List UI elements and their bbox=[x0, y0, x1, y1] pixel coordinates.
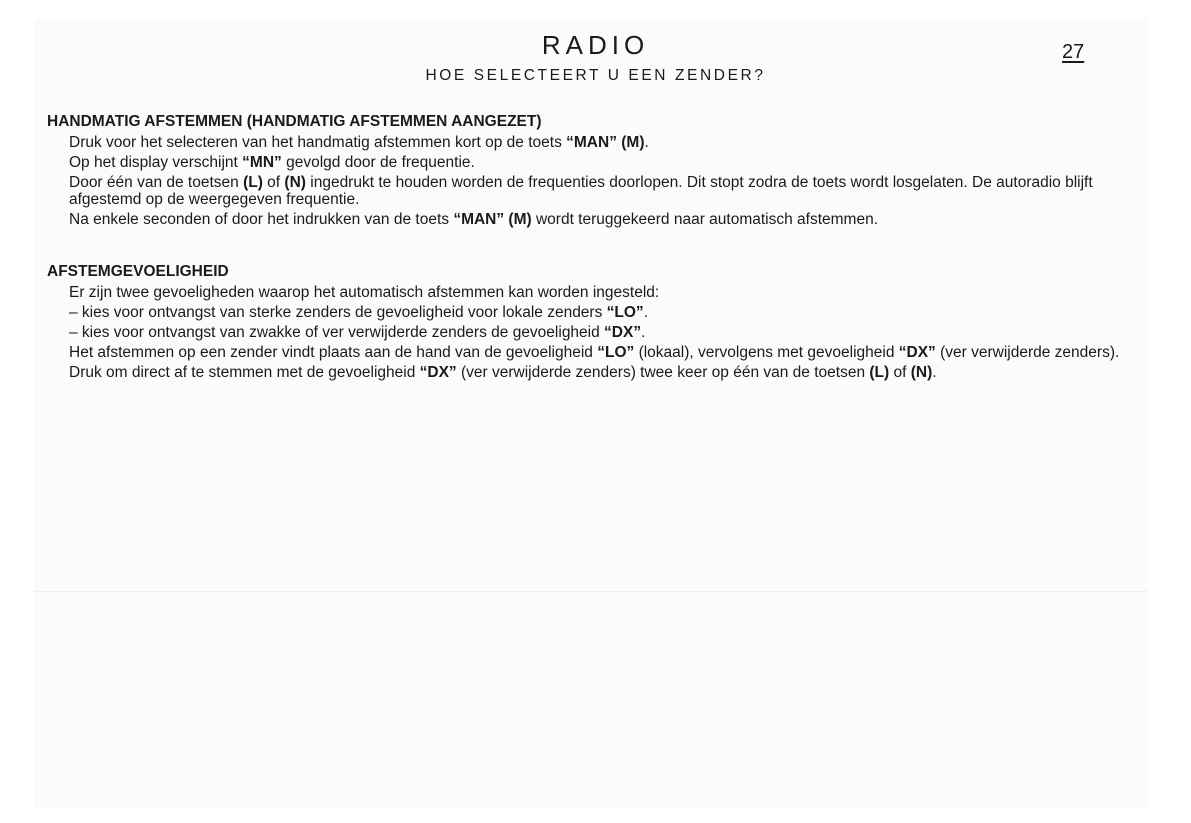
bold-run: “MN” bbox=[242, 154, 282, 171]
bold-run: (N) bbox=[910, 364, 933, 381]
text-run: – kies voor ontvangst van sterke zenders de gevoeligheid voor lokale zenders bbox=[69, 304, 607, 321]
bold-run: “DX” bbox=[419, 364, 457, 381]
text-run: Druk om direct af te stemmen met de gevoeligheid bbox=[69, 364, 420, 381]
paragraph bbox=[69, 134, 1127, 151]
text-run: ingedrukt te houden worden de frequenties doorlopen. Dit stopt zodra de toets wordt losgelaten. De autoradio blijft afgestemd op de weergegeven frequentie. bbox=[69, 174, 1093, 208]
text-run: (ver verwijderde zenders) twee keer op één van de toetsen bbox=[456, 364, 870, 381]
bold-run: “MAN” (M) bbox=[566, 134, 645, 151]
bold-run: “LO” bbox=[597, 344, 635, 361]
paragraph bbox=[69, 344, 1127, 361]
section-heading: HANDMATIG AFSTEMMEN (HANDMATIG AFSTEMMEN AANGEZET) bbox=[47, 113, 542, 130]
text-run: Er zijn twee gevoeligheden waarop het automatisch afstemmen kan worden ingesteld: bbox=[69, 284, 660, 301]
bold-run: “DX” bbox=[898, 344, 936, 361]
bold-run: “DX” bbox=[604, 324, 642, 341]
section-body bbox=[47, 134, 1127, 228]
paragraph bbox=[69, 284, 1127, 301]
text-run: . bbox=[643, 304, 648, 321]
section-heading: AFSTEMGEVOELIGHEID bbox=[47, 263, 229, 280]
paragraph bbox=[69, 174, 1127, 208]
text-run: Het afstemmen op een zender vindt plaats aan de hand van de gevoeligheid bbox=[69, 344, 598, 361]
section-body bbox=[47, 284, 1127, 381]
page-title: RADIO bbox=[541, 30, 650, 60]
text-run: of bbox=[889, 364, 911, 381]
text-run: Op het display verschijnt bbox=[69, 154, 243, 171]
section-sensitivity bbox=[47, 263, 1127, 384]
paragraph bbox=[69, 154, 1127, 171]
text-run: (lokaal), vervolgens met gevoeligheid bbox=[634, 344, 899, 361]
text-run: . bbox=[641, 324, 646, 341]
bold-run: (L) bbox=[869, 364, 890, 381]
page-subtitle: HOE SELECTEERT U EEN ZENDER? bbox=[425, 67, 766, 84]
bold-run: (L) bbox=[243, 174, 263, 191]
paragraph bbox=[69, 304, 1127, 321]
paragraph bbox=[69, 324, 1127, 341]
page-number: 27 bbox=[1062, 41, 1085, 63]
paragraph bbox=[69, 364, 1127, 381]
text-run: . bbox=[644, 134, 649, 151]
text-run: Door één van de toetsen bbox=[69, 174, 244, 191]
bold-run: (N) bbox=[284, 174, 306, 191]
text-run: Druk voor het selecteren van het handmatig afstemmen kort op de toets bbox=[69, 134, 567, 151]
text-run: of bbox=[262, 174, 285, 191]
text-run: Na enkele seconden of door het indrukken van de toets bbox=[69, 211, 454, 228]
paragraph bbox=[69, 211, 1127, 228]
text-run: – kies voor ontvangst van zwakke of ver verwijderde zenders de gevoeligheid bbox=[69, 324, 605, 341]
text-run: wordt teruggekeerd naar automatisch afstemmen. bbox=[531, 211, 879, 228]
text-run: gevolgd door de frequentie. bbox=[281, 154, 475, 171]
text-run: (ver verwijderde zenders). bbox=[935, 344, 1120, 361]
bold-run: “MAN” (M) bbox=[453, 211, 532, 228]
section-manual-tuning bbox=[47, 113, 1127, 231]
page-fold-line bbox=[34, 591, 1148, 592]
text-run: . bbox=[932, 364, 937, 381]
bold-run: “LO” bbox=[606, 304, 644, 321]
